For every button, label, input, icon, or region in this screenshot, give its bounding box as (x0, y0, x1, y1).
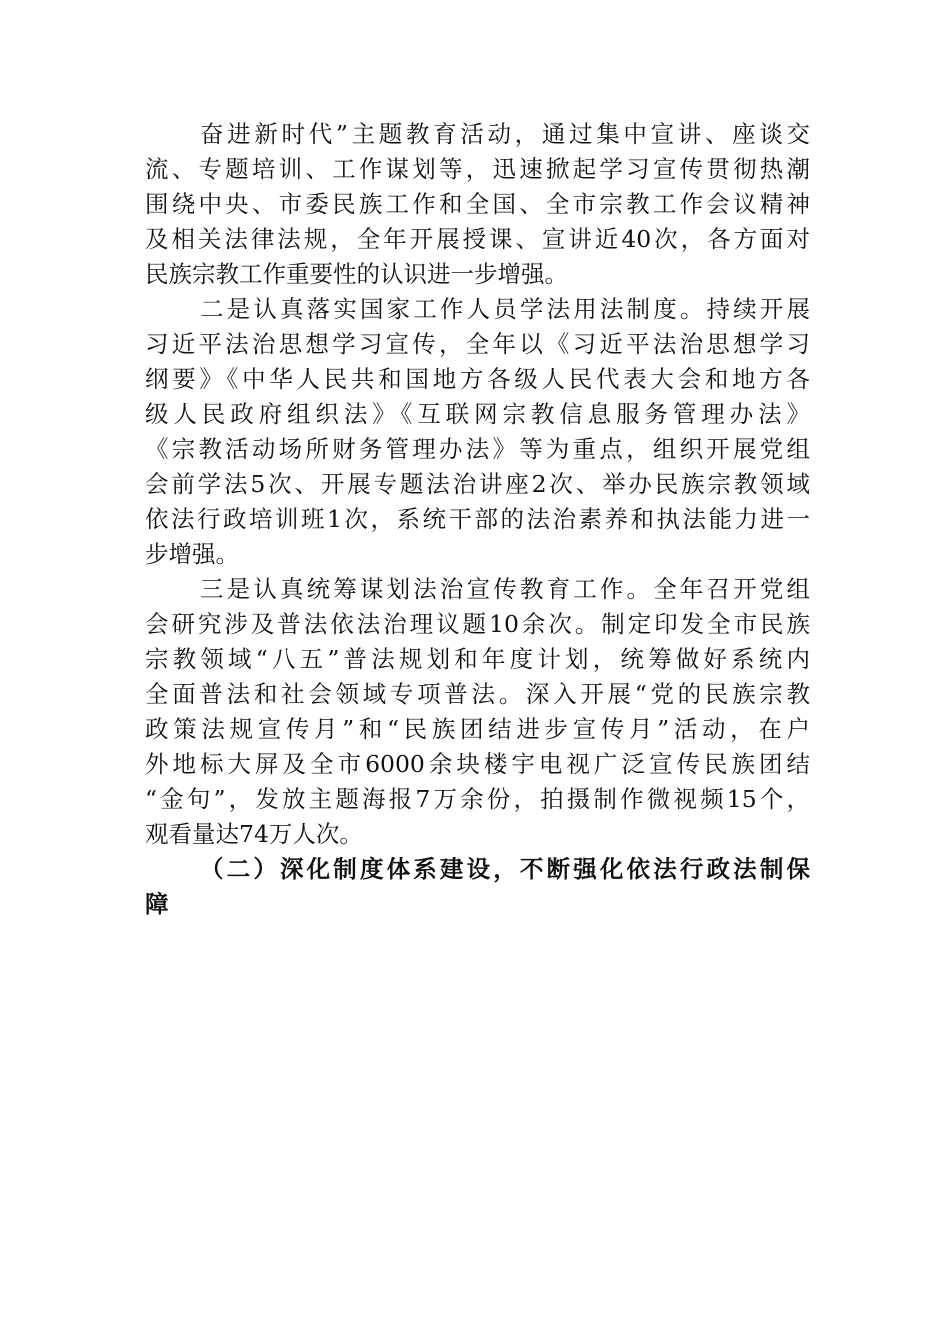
paragraph-1-line-1: 奋进新时代”主题教育活动，通过集中宣讲、座谈交 (200, 120, 810, 148)
paragraph-3-line-1: 三是认真统筹谋划法治宣传教育工作。全年召开党组 (200, 575, 810, 603)
paragraph-3-line-7: “金句”，发放主题海报7万余份，拍摄制作微视频15个， (145, 785, 810, 813)
paragraph-3-line-4: 全面普法和社会领域专项普法。深入开展“党的民族宗教 (145, 680, 810, 708)
paragraph-1-line-5: 民族宗教工作重要性的认识进一步增强。 (145, 260, 568, 288)
section-heading-line-2: 障 (145, 890, 169, 918)
paragraph-3-line-8: 观看量达74万人次。 (145, 820, 363, 848)
paragraph-2-line-2: 习近平法治思想学习宣传，全年以《习近平法治思想学习 (145, 330, 810, 358)
paragraph-2-line-4: 级人民政府组织法》《互联网宗教信息服务管理办法》 (145, 400, 810, 428)
section-heading-line-1: （二）深化制度体系建设，不断强化依法行政法制保 (200, 855, 810, 883)
paragraph-2-line-8: 步增强。 (145, 540, 239, 568)
paragraph-2-line-3: 纲要》《中华人民共和国地方各级人民代表大会和地方各 (145, 365, 810, 393)
paragraph-1-line-4: 及相关法律法规，全年开展授课、宣讲近40次，各方面对 (145, 225, 810, 253)
paragraph-2-line-1: 二是认真落实国家工作人员学法用法制度。持续开展 (200, 295, 810, 323)
paragraph-3-line-3: 宗教领域“八五”普法规划和年度计划，统筹做好系统内 (145, 645, 810, 673)
paragraph-1-line-2: 流、专题培训、工作谋划等，迅速掀起学习宣传贯彻热潮 (145, 155, 810, 183)
paragraph-1-line-3: 围绕中央、市委民族工作和全国、全市宗教工作会议精神 (145, 190, 810, 218)
paragraph-2-line-7: 依法行政培训班1次，系统干部的法治素养和执法能力进一 (145, 505, 810, 533)
paragraph-3-line-6: 外地标大屏及全市6000余块楼宇电视广泛宣传民族团结 (145, 750, 810, 778)
paragraph-2-line-5: 《宗教活动场所财务管理办法》等为重点，组织开展党组 (145, 435, 810, 463)
paragraph-2-line-6: 会前学法5次、开展专题法治讲座2次、举办民族宗教领域 (145, 470, 810, 498)
paragraph-3-line-5: 政策法规宣传月”和“民族团结进步宣传月”活动，在户 (145, 715, 810, 743)
paragraph-3-line-2: 会研究涉及普法依法治理议题10余次。制定印发全市民族 (145, 610, 810, 638)
